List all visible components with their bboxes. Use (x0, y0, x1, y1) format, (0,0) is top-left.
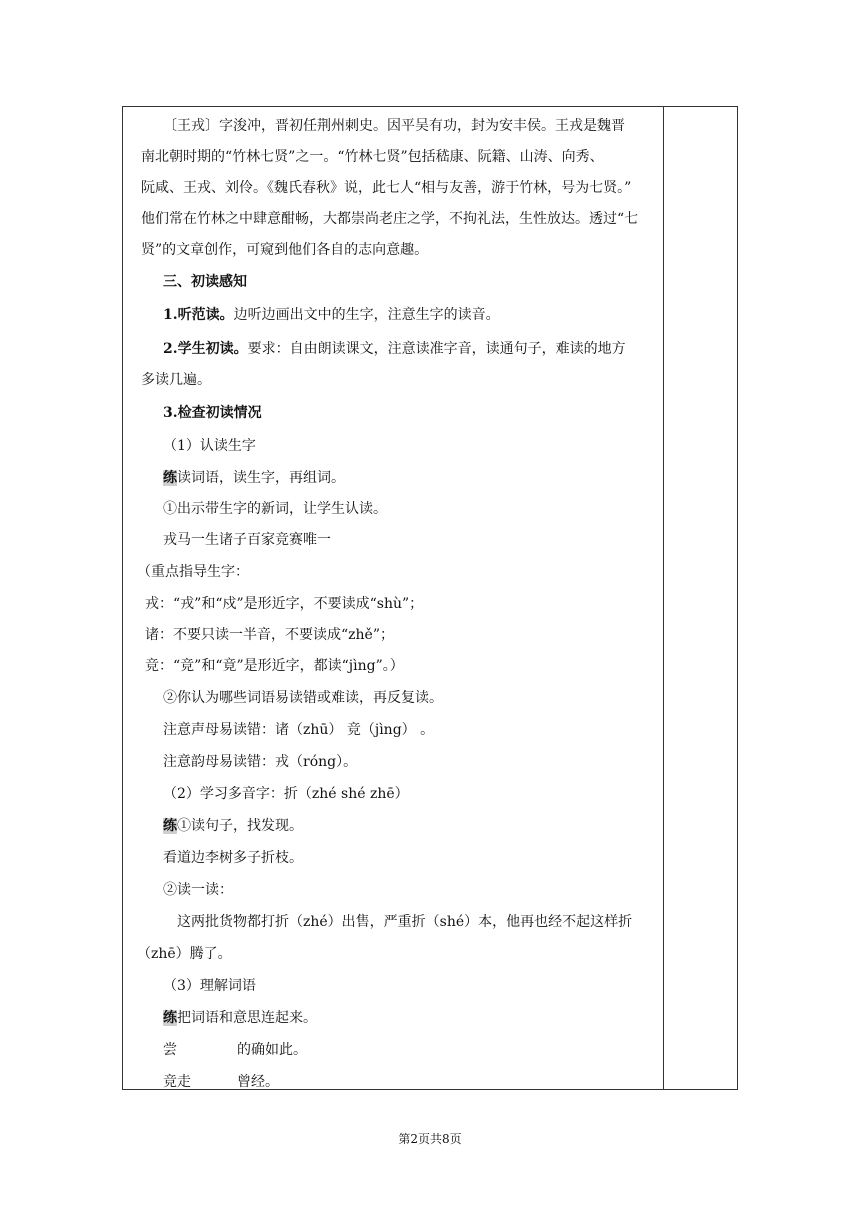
part-2-title: （2）学习多音字：折（zhé shé zhē） (163, 786, 409, 802)
match-row-1-meaning: 的确如此。 (237, 1042, 307, 1058)
example-sentence: 看道边李树多子折枝。 (163, 850, 303, 866)
item-1 (163, 306, 500, 324)
part-1-step-1: ①出示带生字的新词，让学生认读。 (163, 501, 387, 517)
part-1-step-2: ②你认为哪些词语易读错或难读，再反复读。 (163, 690, 443, 706)
intro-line-4: 他们常在竹林之中肆意酣畅，大都崇尚老庄之学，不拘礼法，生性放达。透过“七 (141, 211, 639, 227)
note-zhu: 诸：不要只读一半音，不要读成“zhě”； (145, 627, 394, 643)
word-list: 戎马一生诸子百家竞赛唯一 (163, 532, 331, 548)
column-divider (663, 107, 664, 1089)
item-3: 3.检查初读情况 (163, 405, 262, 421)
intro-line-3: 阮咸、王戎、刘伶。《魏氏春秋》说，此七人“相与友善，游于竹林，号为七贤。” (141, 180, 632, 196)
part-2-task-text: ①读句子，找发现。 (177, 818, 303, 834)
item-2-cont: 多读几遍。 (141, 372, 211, 388)
part-1-title: （1）认读生字 (163, 438, 256, 454)
intro-line-2: 南北朝时期的“竹林七贤”之一。“竹林七贤”包括嵇康、阮籍、山涛、向秀、 (141, 149, 604, 165)
part-3-task-text: 把词语和意思连起来。 (177, 1010, 317, 1026)
finals-note: 注意韵母易读错：戎（róng）。 (163, 754, 358, 770)
content-cell (123, 107, 663, 1089)
match-row-2-meaning: 曾经。 (237, 1074, 279, 1090)
part-1-task (163, 469, 345, 487)
match-row-1-word: 尝 (163, 1042, 177, 1058)
note-open: （重点指导生字： (137, 564, 249, 580)
part-2-task (163, 817, 303, 835)
item-2-text: 要求：自由朗读课文，注意读准字音，读通句子，难读的地方 (247, 341, 626, 357)
practice-tag: 练 (163, 818, 177, 834)
practice-tag: 练 (163, 1010, 177, 1026)
intro-line-5: 贤”的文章创作，可窥到他们各自的志向意趣。 (141, 242, 429, 258)
note-jing: 竞：“竞”和“竟”是形近字，都读“jìng”。） (145, 658, 404, 674)
part-2-step-2: ②读一读： (163, 882, 233, 898)
part-1-task-text: 读词语，读生字，再组词。 (177, 470, 345, 486)
passage-line-1: 这两批货物都打折（zhé）出售，严重折（shé）本，他再也经不起这样折 (177, 914, 633, 930)
part-3-title: （3）理解词语 (163, 978, 256, 994)
page-number: 第2页共8页 (398, 1132, 462, 1146)
section-heading: 三、初读感知 (163, 274, 247, 290)
practice-tag: 练 (163, 470, 177, 486)
passage-line-2: （zhē）腾了。 (137, 946, 232, 962)
initials-note: 注意声母易读错：诸（zhū） 竞（jìng） 。 (163, 722, 435, 738)
item-2 (163, 340, 626, 358)
intro-line-1: 〔王戎〕字浚冲，晋初任荆州刺史。因平吴有功，封为安丰侯。王戎是魏晋 (163, 118, 625, 134)
part-3-task (163, 1009, 317, 1027)
lesson-table (122, 106, 738, 1090)
match-row-2-word: 竞走 (163, 1074, 191, 1090)
item-1-label: 1.听范读。 (163, 307, 234, 323)
item-2-label: 2.学生初读。 (163, 341, 248, 357)
note-rong: 戎：“戎”和“戍”是形近字，不要读成“shù”； (145, 596, 424, 612)
item-1-text: 边听边画出文中的生字，注意生字的读音。 (233, 307, 500, 323)
